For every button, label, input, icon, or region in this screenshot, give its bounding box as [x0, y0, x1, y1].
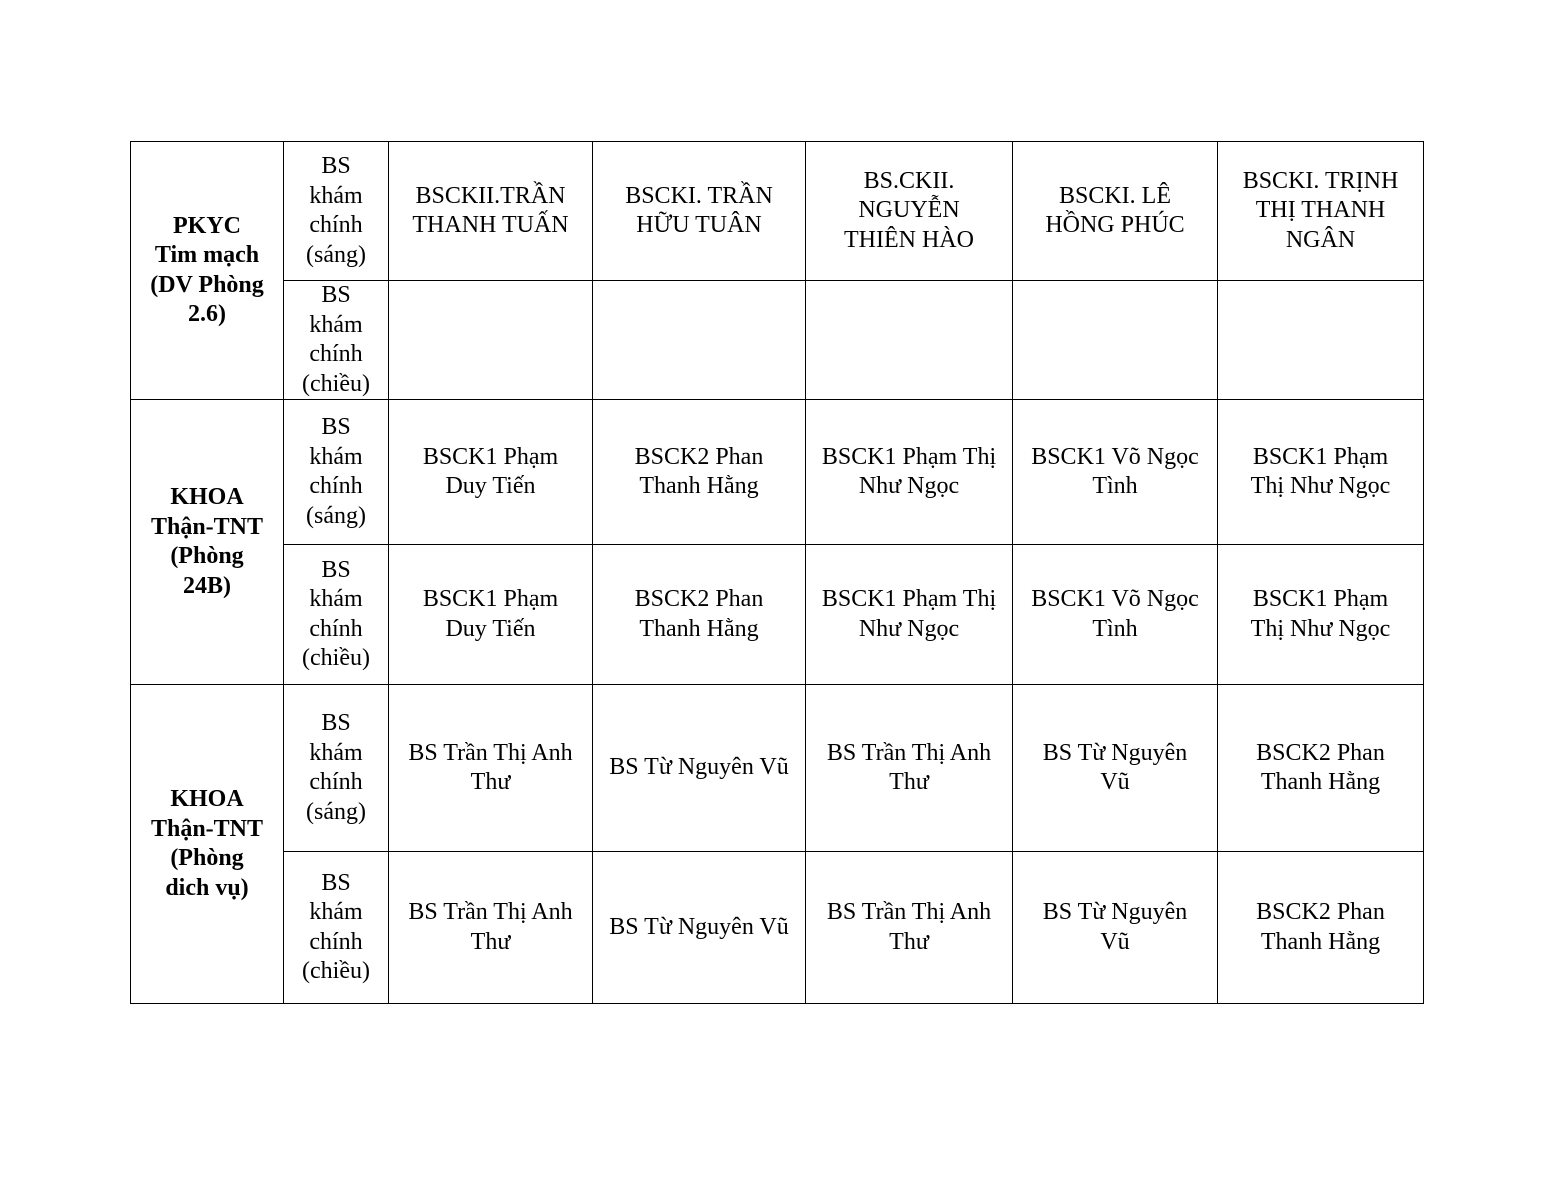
doctor-cell	[1013, 281, 1218, 400]
cell-line: KHOA	[170, 484, 244, 510]
cell-line: BS Trần Thị Anh	[408, 899, 573, 925]
cell-line: THIÊN HÀO	[844, 226, 974, 253]
cell-line: BS	[321, 282, 351, 308]
cell-line: BSCK1 Võ Ngọc	[1031, 586, 1199, 612]
doctor-cell	[1218, 545, 1424, 685]
cell-line: BS.CKII.	[863, 167, 955, 194]
shift-cell	[284, 400, 389, 545]
cell-line: BS Trần Thị Anh	[408, 739, 573, 766]
shift-cell	[284, 142, 389, 281]
cell-line: BSCKII.TRẦN	[415, 182, 566, 209]
cell-line: dich vụ)	[165, 874, 249, 901]
cell-line: Thanh Hằng	[1260, 769, 1381, 795]
cell-line: BSCK2 Phan	[1256, 739, 1385, 766]
doctor-cell	[1013, 545, 1218, 685]
cell-line: Thư	[889, 769, 929, 795]
doctor-cell	[806, 545, 1013, 685]
doctor-cell	[593, 545, 806, 685]
cell-line: BSCKI. TRẦN	[625, 182, 773, 209]
cell-line: Thanh Hằng	[1260, 928, 1381, 955]
doctor-cell	[1218, 400, 1424, 545]
doctor-cell	[1218, 142, 1424, 281]
doctor-cell	[389, 852, 593, 1004]
doctor-cell	[593, 400, 806, 545]
cell-line: BSCK1 Phạm Thị	[821, 443, 997, 470]
cell-line: BS	[321, 153, 351, 179]
cell-line: BSCK1 Phạm	[422, 443, 559, 470]
cell-line: Vũ	[1100, 769, 1130, 795]
cell-line: Thị Như Ngọc	[1250, 473, 1391, 499]
cell-line: (sáng)	[306, 241, 366, 268]
doctor-cell	[1013, 685, 1218, 852]
cell-line: khám	[309, 311, 363, 338]
cell-line: khám	[309, 899, 363, 925]
cell-line: PKYC	[173, 212, 241, 239]
cell-line: Thanh Hằng	[639, 615, 759, 642]
doctor-cell	[389, 281, 593, 400]
doctor-cell	[1013, 852, 1218, 1004]
cell-line: (DV Phòng	[150, 271, 264, 298]
cell-line: khám	[309, 739, 363, 766]
table-row	[131, 545, 1424, 685]
cell-line: BSCK2 Phan	[634, 586, 764, 612]
cell-line: chính	[309, 341, 363, 367]
cell-line: Thận-TNT	[150, 513, 264, 540]
cell-line: 24B)	[183, 572, 231, 599]
cell-line: (sáng)	[306, 798, 366, 825]
cell-line: BSCK2 Phan	[1256, 899, 1385, 925]
cell-line: BS Từ Nguyên	[1042, 899, 1188, 925]
cell-line: BS Từ Nguyên Vũ	[609, 754, 789, 781]
cell-line: Vũ	[1100, 928, 1130, 955]
doctor-cell	[806, 852, 1013, 1004]
doctor-cell	[593, 852, 806, 1004]
doctor-cell	[1013, 142, 1218, 281]
department-cell	[131, 142, 284, 400]
cell-line: BSCKI. LÊ	[1058, 182, 1171, 209]
doctor-cell	[806, 400, 1013, 545]
cell-line: (sáng)	[306, 502, 366, 529]
cell-line: chính	[309, 212, 363, 238]
table-row	[131, 142, 1424, 281]
cell-line: Duy Tiến	[445, 473, 536, 499]
cell-line: BS Trần Thị Anh	[826, 739, 992, 766]
cell-line: Như Ngọc	[858, 473, 960, 499]
cell-line: BS	[321, 710, 351, 736]
doctor-cell	[1218, 685, 1424, 852]
doctor-cell	[389, 142, 593, 281]
department-cell	[131, 685, 284, 1004]
cell-line: chính	[309, 769, 363, 795]
doctor-cell	[389, 400, 593, 545]
cell-line: chính	[309, 473, 363, 499]
doctor-cell	[1013, 400, 1218, 545]
cell-line: (Phòng	[170, 543, 244, 569]
cell-line: (chiều)	[302, 958, 370, 984]
cell-line: THANH TUẤN	[412, 212, 569, 238]
schedule-body	[131, 142, 1424, 1004]
cell-line: BS	[321, 869, 351, 896]
doctor-cell	[593, 685, 806, 852]
doctor-cell	[806, 142, 1013, 281]
cell-line: BS Từ Nguyên	[1042, 739, 1188, 766]
cell-line: Như Ngọc	[858, 615, 960, 642]
doctor-cell	[1218, 852, 1424, 1004]
cell-line: 2.6)	[188, 301, 226, 327]
cell-line: Thư	[470, 769, 511, 795]
cell-line: BS	[321, 556, 351, 583]
cell-line: khám	[309, 182, 363, 209]
doctor-cell	[806, 281, 1013, 400]
cell-line: chính	[309, 928, 363, 955]
cell-line: (Phòng	[170, 845, 244, 871]
cell-line: khám	[309, 443, 363, 470]
cell-line: Duy Tiến	[445, 615, 536, 642]
cell-line: HỮU TUÂN	[636, 212, 762, 238]
shift-cell	[284, 685, 389, 852]
cell-line: (chiều)	[302, 645, 370, 671]
cell-line: BSCK1 Võ Ngọc	[1031, 443, 1199, 470]
cell-line: Thư	[889, 928, 929, 955]
doctor-cell	[806, 685, 1013, 852]
doctor-cell	[1218, 281, 1424, 400]
cell-line: Tình	[1092, 615, 1138, 642]
cell-line: (chiều)	[302, 370, 370, 397]
cell-line: BSCK1 Phạm	[1252, 443, 1389, 470]
cell-line: NGÂN	[1285, 226, 1356, 253]
cell-line: BS	[321, 414, 351, 440]
cell-line: BSCK1 Phạm Thị	[821, 586, 997, 612]
table-row	[131, 852, 1424, 1004]
cell-line: chính	[309, 615, 363, 642]
cell-line: Thị Như Ngọc	[1250, 615, 1391, 642]
table-row	[131, 400, 1424, 545]
doctor-cell	[389, 685, 593, 852]
cell-line: Thanh Hằng	[639, 473, 759, 499]
doctor-cell	[593, 281, 806, 400]
doctor-cell	[593, 142, 806, 281]
shift-cell	[284, 545, 389, 685]
cell-line: Tim mạch	[154, 242, 260, 268]
table-row	[131, 685, 1424, 852]
shift-cell	[284, 281, 389, 400]
cell-line: BSCK1 Phạm	[422, 586, 559, 612]
shift-cell	[284, 852, 389, 1004]
cell-line: Thận-TNT	[150, 815, 264, 842]
cell-line: KHOA	[170, 786, 244, 812]
cell-line: HỒNG PHÚC	[1045, 212, 1185, 238]
cell-line: BS Trần Thị Anh	[826, 899, 992, 925]
department-cell	[131, 400, 284, 685]
cell-line: BSCKI. TRỊNH	[1242, 167, 1399, 194]
cell-line: khám	[309, 586, 363, 612]
cell-line: NGUYỄN	[858, 197, 960, 224]
cell-line: Thư	[470, 928, 511, 955]
doctor-schedule-table	[130, 141, 1424, 1004]
cell-line: BSCK1 Phạm	[1252, 586, 1389, 612]
table-row	[131, 281, 1424, 400]
cell-line: BS Từ Nguyên Vũ	[609, 913, 789, 940]
cell-line: THỊ THANH	[1255, 197, 1386, 224]
doctor-cell	[389, 545, 593, 685]
cell-line: BSCK2 Phan	[634, 443, 764, 470]
cell-line: Tình	[1092, 473, 1138, 499]
